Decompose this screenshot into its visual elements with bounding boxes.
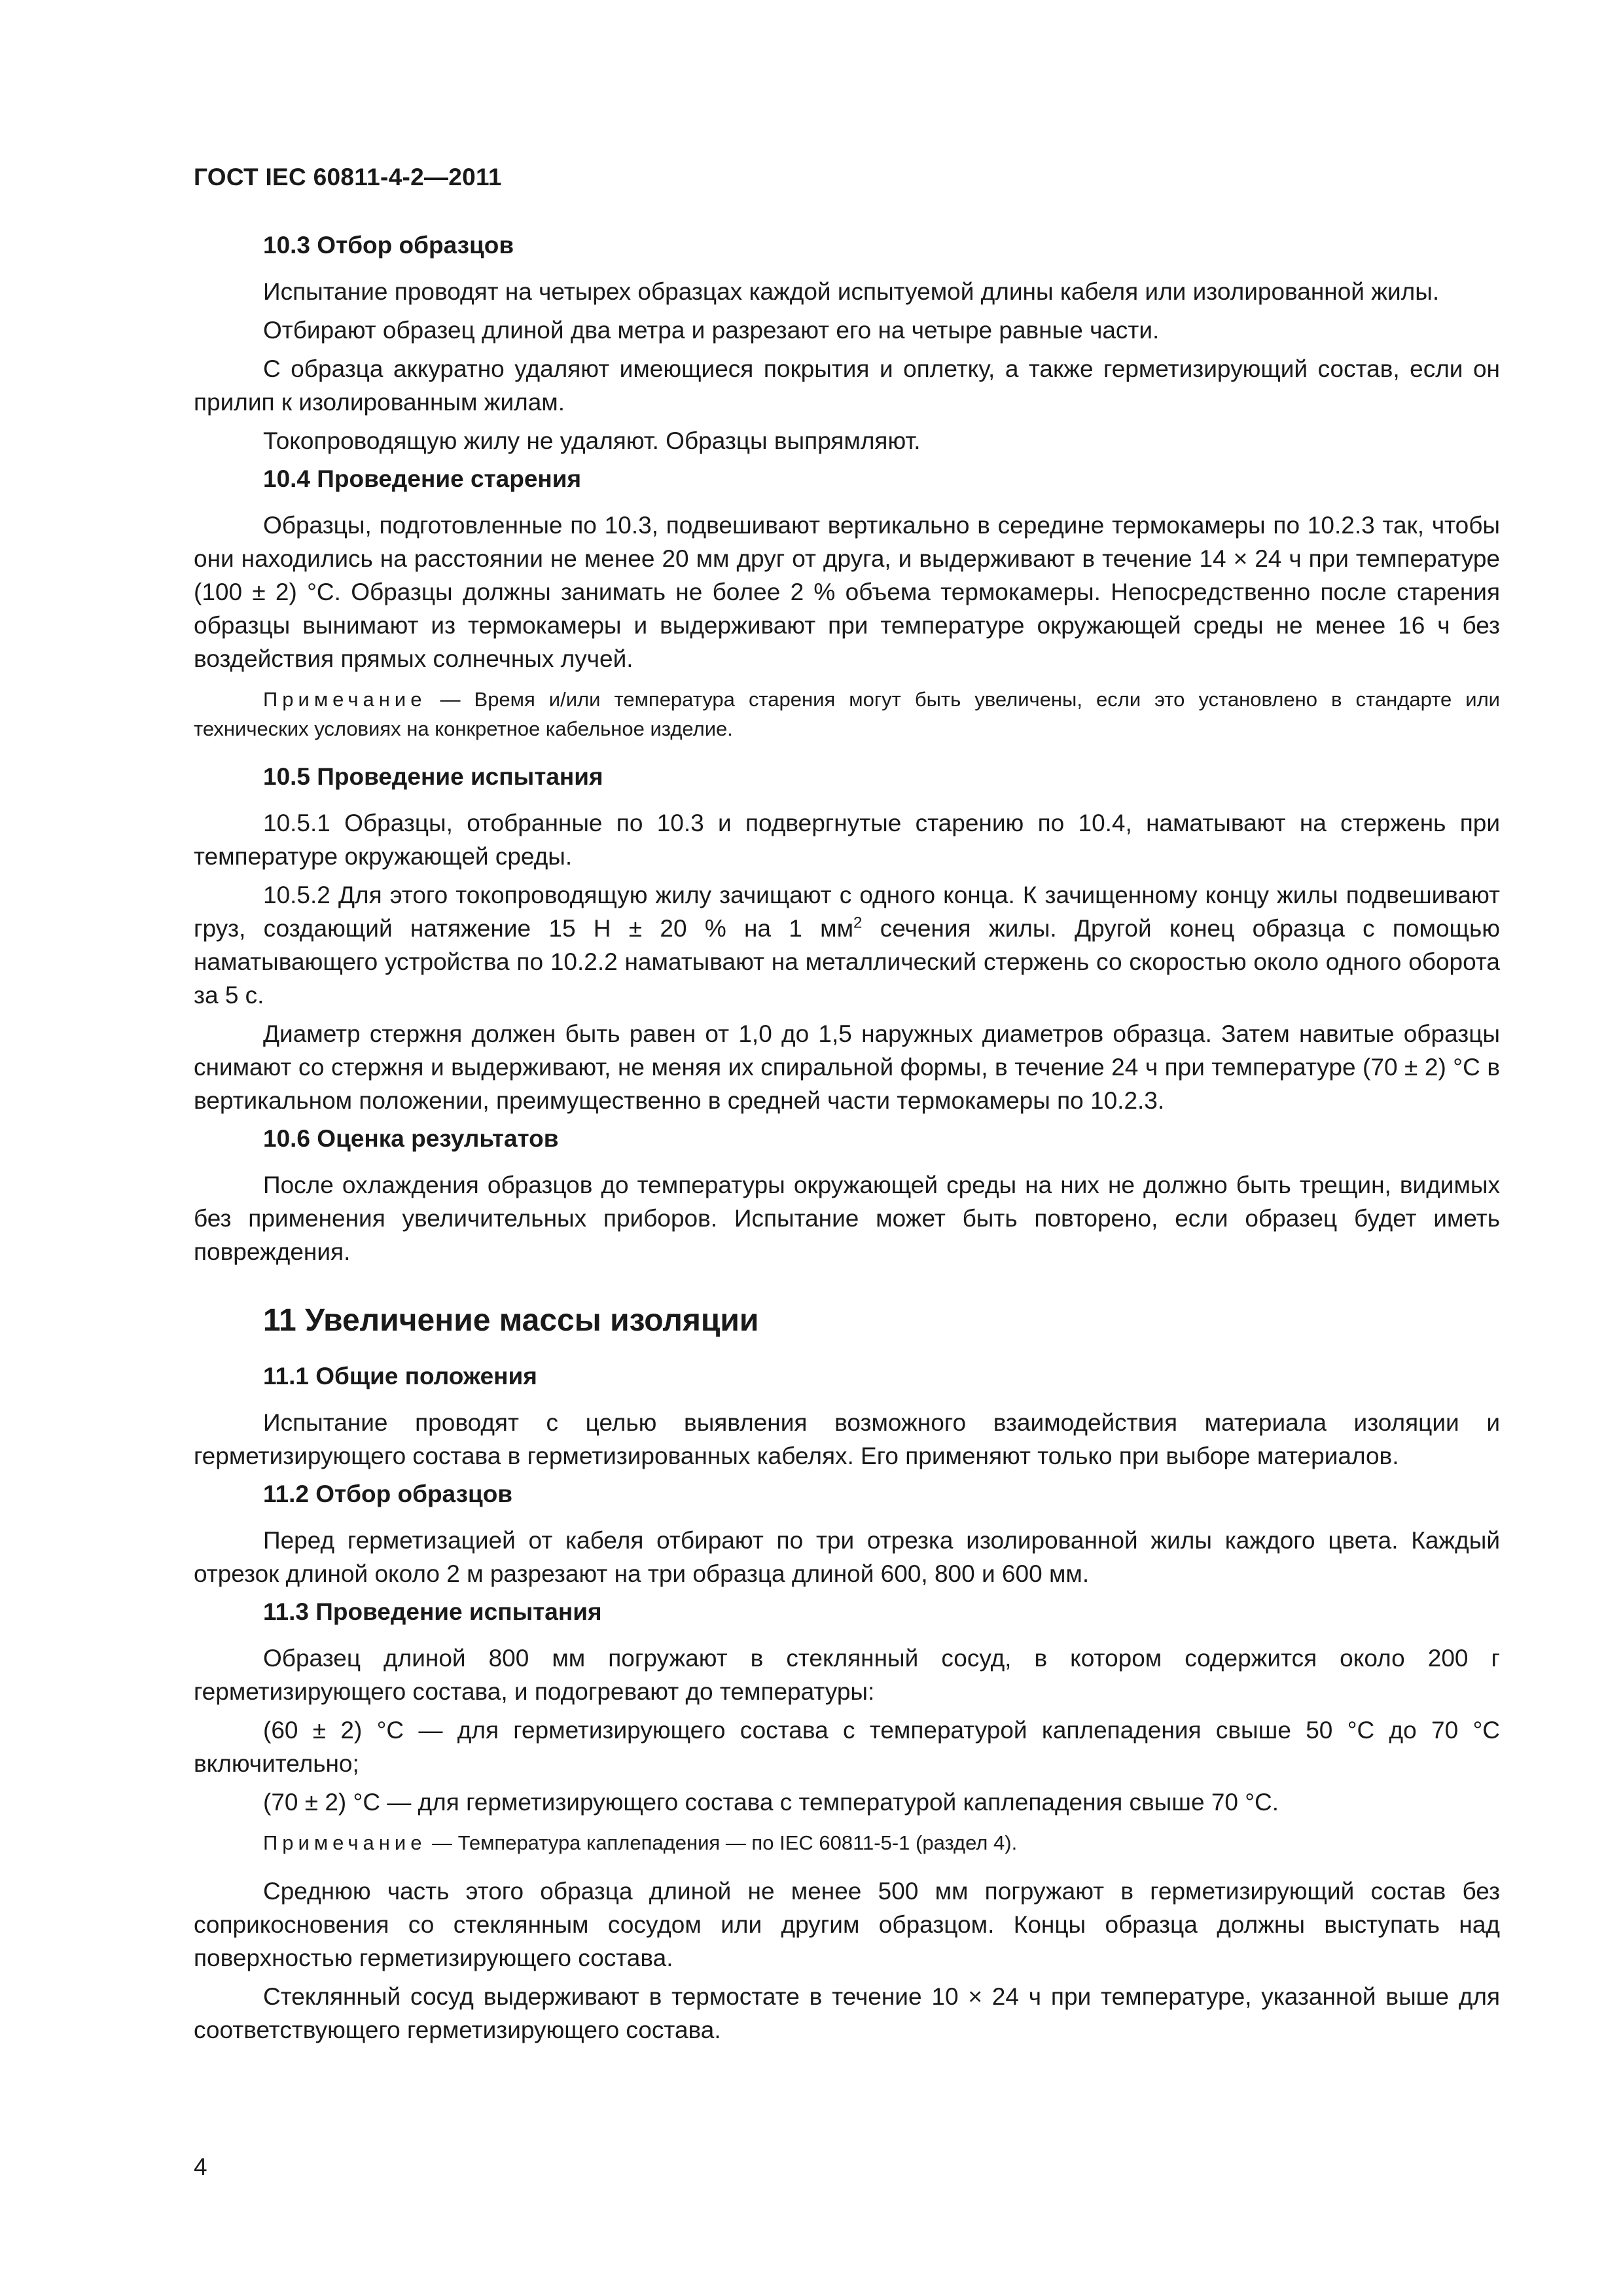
paragraph: Отбирают образец длиной два метра и разрезают его на четыре равные части. (263, 317, 1160, 344)
paragraph: С образца аккуратно удаляют имеющиеся покрытия и оплетку, а также герметизирующий состав, если он прилип к изолированным жилам. (194, 355, 1500, 416)
section-11-1-title: 11.1 Общие положения (263, 1363, 537, 1390)
document-code: ГОСТ IEC 60811-4-2—2011 (194, 164, 502, 190)
section-11-2-title: 11.2 Отбор образцов (263, 1480, 513, 1507)
note (194, 685, 1500, 744)
section-10-5-title: 10.5 Проведение испытания (263, 763, 603, 790)
section-11-3-title: 11.3 Проведение испытания (263, 1598, 602, 1625)
paragraph: 10.5.1 Образцы, отобранные по 10.3 и подвергнутые старению по 10.4, наматывают на стержень при температуре окружающей среды. (194, 810, 1500, 870)
paragraph: Образец длиной 800 мм погружают в стеклянный сосуд, в котором содержится около 200 г герметизирующего состава, и подогревают до температуры: (194, 1645, 1500, 1705)
section-10-6-title: 10.6 Оценка результатов (263, 1125, 559, 1152)
paragraph: (60 ± 2) °С — для герметизирующего состава с температурой каплепадения свыше 50 °С до 70 °С включительно; (194, 1717, 1500, 1777)
section-10-3-title: 10.3 Отбор образцов (263, 232, 514, 259)
note-label: Примечание (263, 688, 427, 711)
paragraph: Стеклянный сосуд выдерживают в термостате в течение 10 × 24 ч при температуре, указанной выше для соответствующего герметизирующего состава. (194, 1983, 1500, 2043)
paragraph: Испытание проводят с целью выявления возможного взаимодействия материала изоляции и герметизирующего состава в герметизированных кабелях. Его применяют только при выборе материалов. (194, 1409, 1500, 1469)
document-body (194, 229, 1500, 2052)
paragraph: Среднюю часть этого образца длиной не менее 500 мм погружают в герметизирующий состав без соприкосновения со стеклянным сосудом или другим образцом. Концы образца должны выступать над поверхностью герметизирующего состава. (194, 1878, 1500, 1971)
note (194, 1828, 1500, 1857)
paragraph (194, 878, 1500, 1012)
paragraph: Диаметр стержня должен быть равен от 1,0 до 1,5 наружных диаметров образца. Затем навитые образцы снимают со стержня и выдерживают, не меняя их спиральной формы, в течение 24 ч при температуре (70 ± 2) °С в вертикальном положении, преимущественно в средней части термокамеры по 10.2.3. (194, 1020, 1500, 1114)
note-label: Примечание (263, 1831, 427, 1854)
paragraph-part: сечения жилы. Другой конец образца с помощью наматывающего устройства по 10.2.2 наматывают на металлический стержень со скоростью около одного оборота за 5 с. (194, 915, 1500, 1009)
paragraph: Образцы, подготовленные по 10.3, подвешивают вертикально в середине термокамеры по 10.2.3 так, чтобы они находились на расстоянии не менее 20 мм друг от друга, и выдерживают в течение 14 × 24 ч при температуре (100 ± 2) °С. Образцы должны занимать не более 2 % объема термокамеры. Непосредственно после старения образцы вынимают из термокамеры и выдерживают при температуре окружающей среды не менее 16 ч без воздействия прямых солнечных лучей. (194, 512, 1500, 672)
paragraph: Токопроводящую жилу не удаляют. Образцы выпрямляют. (263, 427, 921, 454)
paragraph: Перед герметизацией от кабеля отбирают по три отрезка изолированной жилы каждого цвета. Каждый отрезок длиной около 2 м разрезают на три образца длиной 600, 800 и 600 мм. (194, 1527, 1500, 1587)
paragraph: (70 ± 2) °С — для герметизирующего состава с температурой каплепадения свыше 70 °С. (263, 1789, 1279, 1816)
paragraph: Испытание проводят на четырех образцах каждой испытуемой длины кабеля или изолированной жилы. (263, 278, 1440, 305)
superscript: 2 (853, 914, 863, 932)
page-number: 4 (194, 2153, 207, 2180)
section-10-4-title: 10.4 Проведение старения (263, 465, 582, 492)
paragraph: После охлаждения образцов до температуры окружающей среды на них не должно быть трещин, видимых без применения увеличительных приборов. Испытание может быть повторено, если образец будет иметь повреждения. (194, 1172, 1500, 1265)
note-text: — Время и/или температура старения могут быть увеличены, если это установлено в стандарте или технических условиях на конкретное кабельное изделие. (194, 688, 1500, 740)
section-11-title: 11 Увеличение массы изоляции (263, 1303, 759, 1338)
note-text: — Температура каплепадения — по IEC 60811-5-1 (раздел 4). (426, 1831, 1018, 1854)
paragraph-part: 10.5.2 Для этого токопроводящую жилу зачищают с одного конца. К зачищенному концу жилы подвешивают груз, создающий натяжение 15 Н ± 20 % на 1 мм (194, 882, 1500, 942)
